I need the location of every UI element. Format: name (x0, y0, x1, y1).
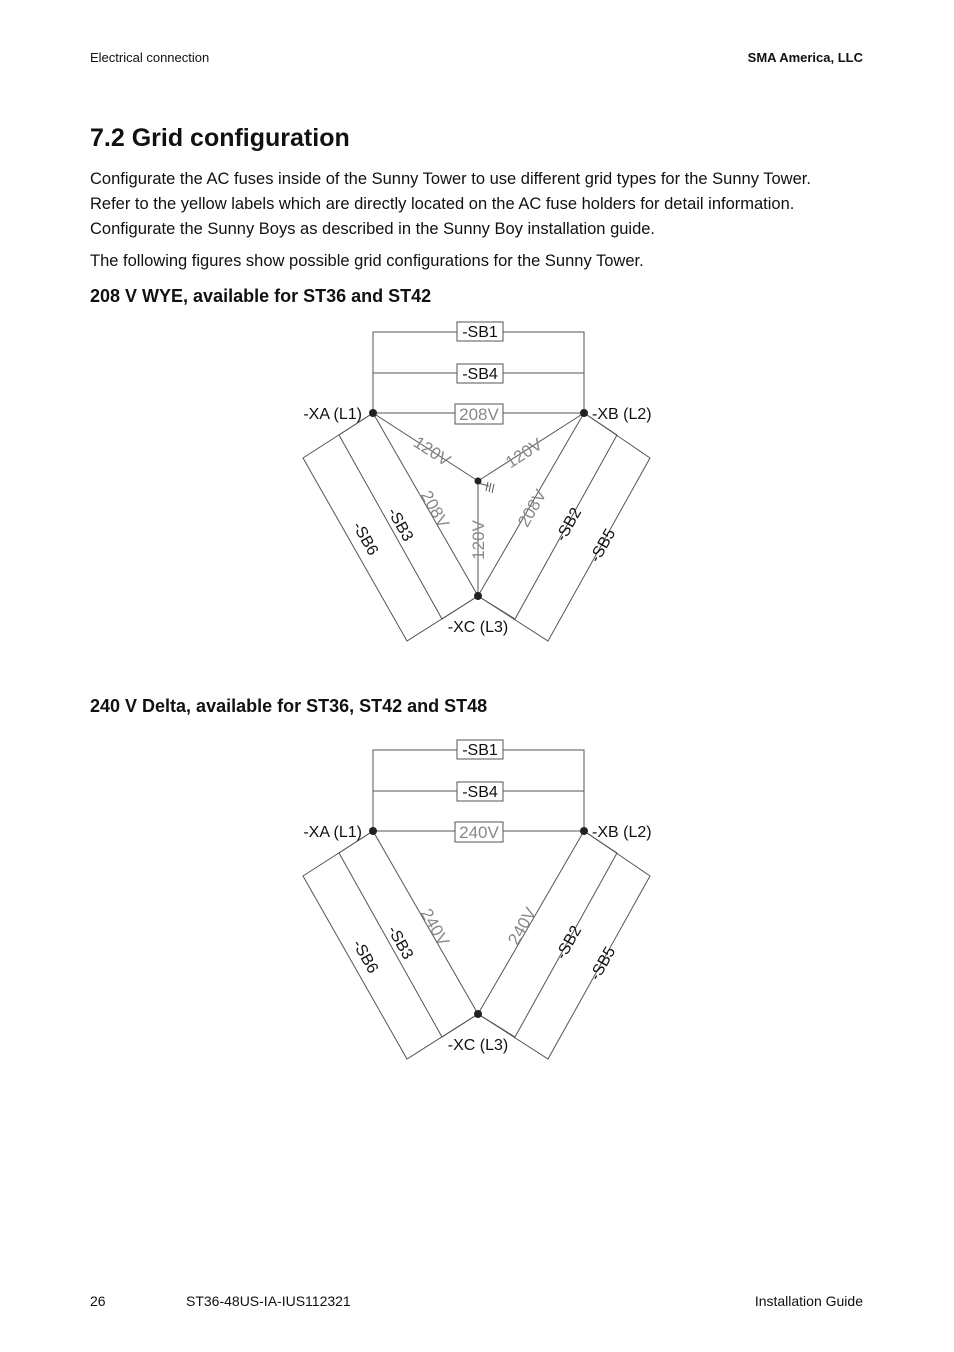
node-xa-label: -XA (L1) (303, 406, 362, 423)
intro-line: Refer to the yellow labels which are directly located on the AC fuse holders for detail information. (90, 195, 795, 213)
sb3-loop-wire (339, 831, 478, 1037)
voltage-ac-label: 208V (416, 487, 453, 532)
node-xc-dot (474, 592, 482, 600)
wye-heading: 208 V WYE, available for ST36 and ST42 (90, 286, 432, 306)
fuse-sb2-label: -SB2 (552, 923, 586, 963)
fuse-sb4-label: -SB4 (462, 366, 498, 383)
fuse-sb1-label: -SB1 (462, 742, 498, 759)
node-xa-dot (369, 409, 377, 417)
fuse-sb2-label: -SB2 (552, 505, 586, 545)
node-xc-label: -XC (L3) (447, 619, 509, 636)
voltage-cn-label: 120V (469, 520, 488, 560)
sb2-loop-wire (478, 413, 620, 619)
wye-diagram (290, 318, 670, 648)
intro-note: The following figures show possible grid configurations for the Sunny Tower. (90, 252, 644, 270)
footer-document-type: Installation Guide (754, 1293, 863, 1309)
intro-line: Configurate the Sunny Boys as described in the Sunny Boy installation guide. (90, 220, 656, 238)
voltage-bn-label: 120V (502, 434, 546, 473)
intro-paragraph (90, 167, 880, 242)
sb3-loop-wire (339, 413, 478, 619)
node-xc-dot (474, 1010, 482, 1018)
fuse-sb4-label: -SB4 (462, 784, 498, 801)
fuse-sb3-label: -SB3 (383, 923, 417, 963)
voltage-ab-label: 208V (459, 405, 499, 424)
footer-document-id: ST36-48US-IA-IUS112321 (186, 1293, 351, 1309)
footer-page-number: 26 (90, 1293, 106, 1309)
node-xb-dot (580, 409, 588, 417)
voltage-ab-label: 240V (459, 823, 499, 842)
fuse-sb6-label: -SB6 (348, 519, 382, 559)
header-section-label: Electrical connection (90, 50, 210, 65)
node-xb-label: -XB (L2) (592, 406, 652, 423)
neutral-dot (475, 478, 482, 485)
node-xc-label: -XC (L3) (447, 1037, 509, 1054)
section-title: 7.2 Grid configuration (90, 124, 350, 152)
delta-heading: 240 V Delta, available for ST36, ST42 and ST48 (90, 696, 488, 716)
ground-icon (478, 482, 494, 493)
node-xb-label: -XB (L2) (592, 824, 652, 841)
header-company-name: SMA America, LLC (747, 50, 863, 65)
node-xa-label: -XA (L1) (303, 824, 362, 841)
fuse-sb6-label: -SB6 (348, 937, 382, 977)
voltage-ac-label: 240V (416, 905, 453, 950)
sb2-loop-wire (478, 831, 620, 1037)
fuse-sb5-label: -SB5 (586, 526, 620, 566)
voltage-bc-label: 240V (504, 904, 541, 949)
intro-line: Configurate the AC fuses inside of the Sunny Tower to use different grid types for the Sunny Tower. (90, 170, 811, 188)
node-xb-dot (580, 827, 588, 835)
delta-diagram (290, 736, 670, 1066)
node-xa-dot (369, 827, 377, 835)
fuse-sb5-label: -SB5 (586, 944, 620, 984)
voltage-an-label: 120V (410, 432, 454, 471)
fuse-sb3-label: -SB3 (383, 505, 417, 545)
fuse-sb1-label: -SB1 (462, 324, 498, 341)
voltage-bc-label: 208V (514, 486, 551, 531)
